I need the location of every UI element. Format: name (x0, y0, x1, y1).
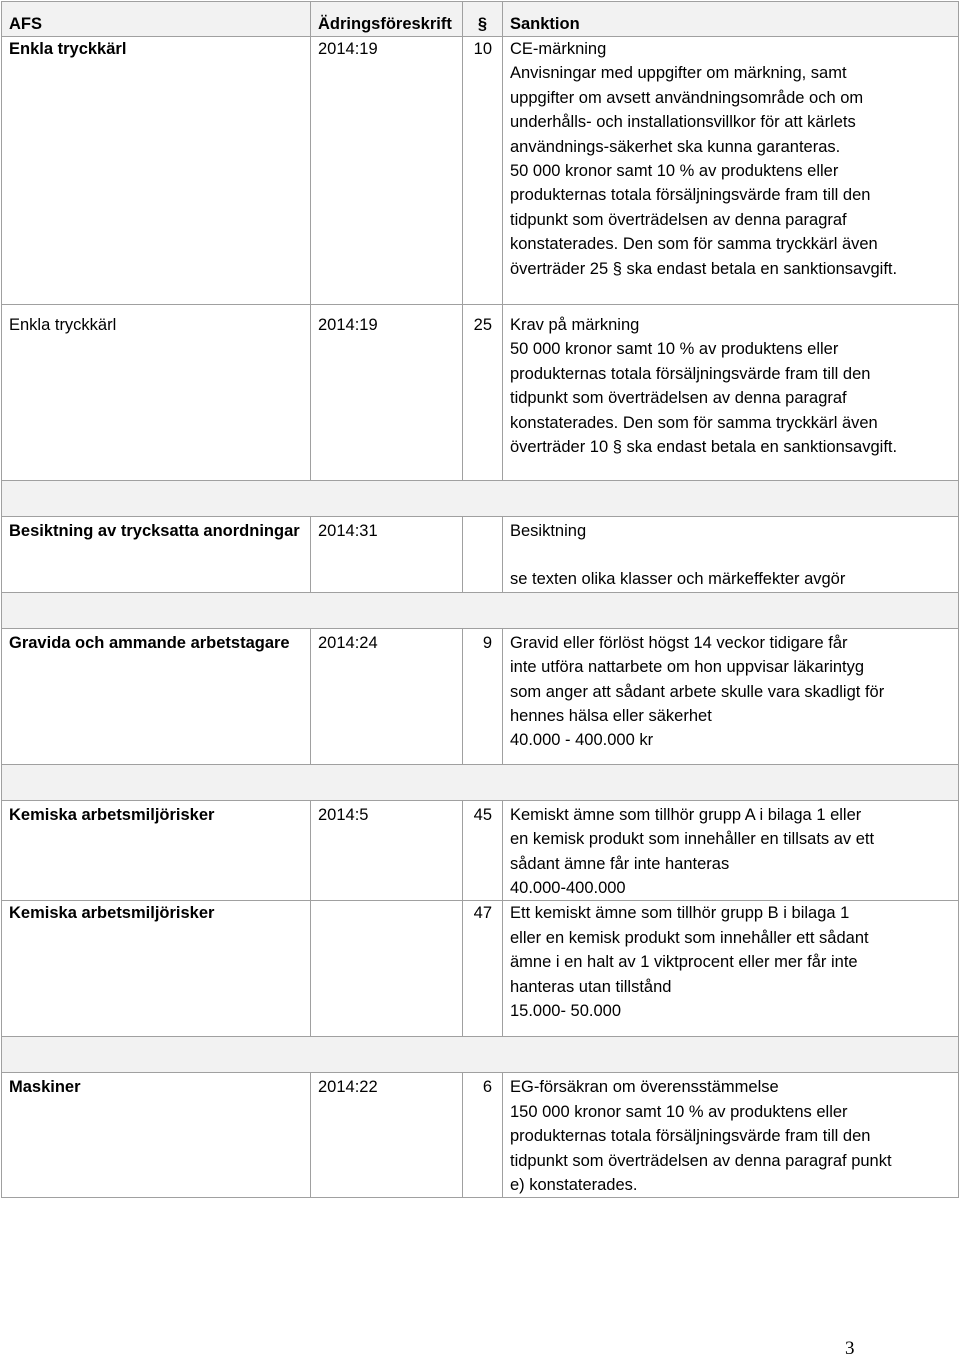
paragraf-cell: 10 (463, 37, 503, 305)
sanktion-cell: Krav på märkning 50 000 kronor samt 10 % av produktens eller produkternas totala försäljningsvärde fram till den tidpunkt som överträdelsen av denna paragraf konstaterades. Den som för samma tryckkärl även överträder 10 § ska endast betala en sanktionsavgift. (503, 305, 959, 481)
afs-cell: Kemiska arbetsmiljörisker (2, 800, 311, 901)
paragraf-cell: 47 (463, 901, 503, 1037)
afs-cell: Maskiner (2, 1073, 311, 1198)
afs-cell: Besiktning av trycksatta anordningar (2, 517, 311, 593)
sanktion-cell: Besiktning se texten olika klasser och märkeffekter avgör (503, 517, 959, 593)
header-paragraf: § (463, 2, 503, 37)
header-afs: AFS (2, 2, 311, 37)
paragraf-cell: 9 (463, 628, 503, 764)
paragraf-cell (463, 517, 503, 593)
sanktion-cell: Ett kemiskt ämne som tillhör grupp B i bilaga 1 eller en kemisk produkt som innehåller ett sådant ämne i en halt av 1 viktprocent eller mer får inte hanteras utan tillstånd 15.000- 50.000 (503, 901, 959, 1037)
paragraf-cell: 25 (463, 305, 503, 481)
table-row (2, 305, 959, 481)
header-sanktion: Sanktion (503, 2, 959, 37)
afs-cell: Kemiska arbetsmiljörisker (2, 901, 311, 1037)
sanctions-table (1, 1, 959, 1198)
page-number: 3 (845, 1338, 855, 1359)
table-row (2, 901, 959, 1037)
table-row (2, 800, 959, 901)
paragraf-cell: 45 (463, 800, 503, 901)
table-row (2, 1073, 959, 1198)
sanktion-cell: EG-försäkran om överensstämmelse 150 000 kronor samt 10 % av produktens eller produkternas totala försäljningsvärde fram till den tidpunkt som överträdelsen av denna paragraf punkt e) konstaterades. (503, 1073, 959, 1198)
separator-row (2, 481, 959, 517)
foreskrift-cell: 2014:31 (311, 517, 463, 593)
foreskrift-cell: 2014:19 (311, 305, 463, 481)
table-row (2, 628, 959, 764)
afs-cell: Gravida och ammande arbetstagare (2, 628, 311, 764)
separator-row (2, 1037, 959, 1073)
foreskrift-cell: 2014:22 (311, 1073, 463, 1198)
sanktion-cell: Kemiskt ämne som tillhör grupp A i bilaga 1 eller en kemisk produkt som innehåller en tillsats av ett sådant ämne får inte hanteras 40.000-400.000 (503, 800, 959, 901)
table-row (2, 517, 959, 593)
afs-cell: Enkla tryckkärl (2, 37, 311, 305)
header-row (2, 2, 959, 37)
foreskrift-cell: 2014:19 (311, 37, 463, 305)
sanktion-cell: Gravid eller förlöst högst 14 veckor tidigare får inte utföra nattarbete om hon uppvisar läkarintyg som anger att sådant arbete skulle vara skadligt för hennes hälsa eller säkerhet 40.000 - 400.000 kr (503, 628, 959, 764)
sanktion-cell: CE-märkning Anvisningar med uppgifter om märkning, samt uppgifter om avsett användningsområde och om underhålls- och installationsvillkor för att kärlets användnings-säkerhet ska kunna garanteras. 50 000 kronor samt 10 % av produktens eller produkternas totala försäljningsvärde fram till den tidpunkt som överträdelsen av denna paragraf konstaterades. Den som för samma tryckkärl även överträder 25 § ska endast betala en sanktionsavgift. (503, 37, 959, 305)
foreskrift-cell: 2014:5 (311, 800, 463, 901)
header-foreskrift: Ädringsföreskrift (311, 2, 463, 37)
table-row (2, 37, 959, 305)
paragraf-cell: 6 (463, 1073, 503, 1198)
foreskrift-cell: 2014:24 (311, 628, 463, 764)
afs-cell: Enkla tryckkärl (2, 305, 311, 481)
foreskrift-cell (311, 901, 463, 1037)
separator-row (2, 592, 959, 628)
separator-row (2, 764, 959, 800)
